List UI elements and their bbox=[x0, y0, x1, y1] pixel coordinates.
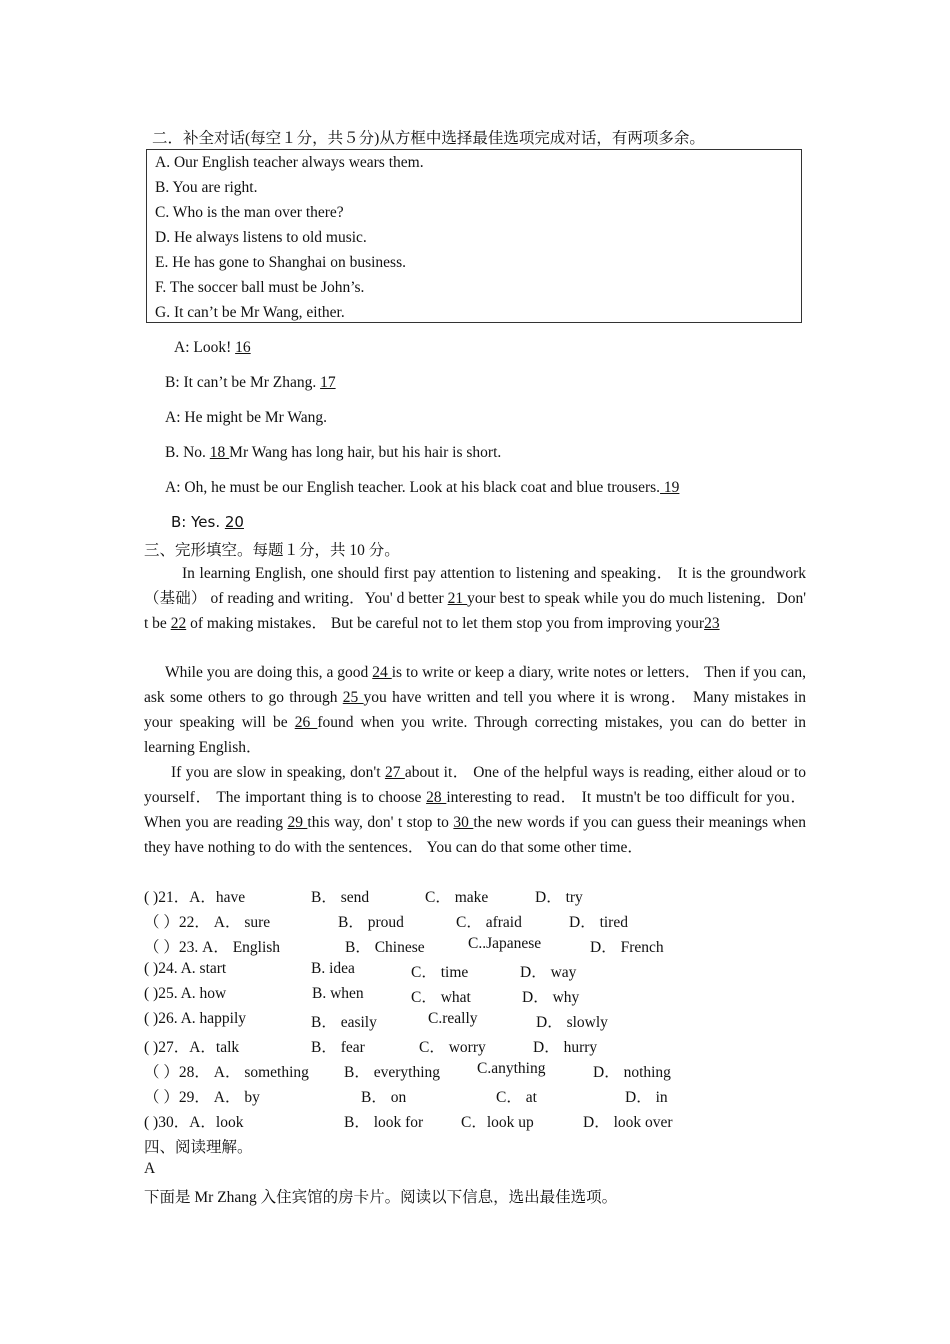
blank-30: 30 bbox=[453, 814, 474, 831]
para-text: your best to speak while you do much listening．Don' t be bbox=[144, 590, 807, 632]
blank-24: 24 bbox=[372, 664, 392, 681]
q25-option-b: B. when bbox=[312, 985, 364, 1002]
blank-19: 19 bbox=[660, 479, 680, 496]
blank-26: 26 bbox=[294, 714, 318, 731]
q23-option-d: D． French bbox=[590, 939, 664, 956]
q29-option-c: C． at bbox=[496, 1089, 537, 1106]
para-text: interesting to read． It mustn't be too difficult for you． When you are reading bbox=[144, 789, 806, 831]
option-a: A. Our English teacher always wears them. bbox=[155, 154, 424, 171]
option-c: C. Who is the man over there? bbox=[155, 204, 344, 221]
blank-25: 25 bbox=[342, 689, 364, 706]
q24-option-b: B. idea bbox=[311, 960, 355, 977]
q28-option-c: C.anything bbox=[477, 1060, 546, 1077]
option-e: E. He has gone to Shanghai on business. bbox=[155, 254, 406, 271]
para-text: you have written and tell you where it is wrong． Many mistakes in your speaking will be bbox=[144, 689, 806, 731]
option-d: D. He always listens to old music. bbox=[155, 229, 367, 246]
q29-option-b: B． on bbox=[361, 1089, 407, 1106]
q27-option-d: D． hurry bbox=[533, 1039, 598, 1056]
q25-option-d: D． why bbox=[522, 989, 580, 1006]
q25-option-c: C． what bbox=[411, 989, 471, 1006]
blank-16: 16 bbox=[235, 339, 251, 356]
option-f: F. The soccer ball must be John’s. bbox=[155, 279, 365, 296]
section4-heading: 四、阅读理解。 bbox=[144, 1139, 253, 1156]
blank-29: 29 bbox=[287, 814, 308, 831]
section3-heading: 三、完形填空。每题１分，共 10 分。 bbox=[144, 542, 400, 559]
para-text: about it． One of the helpful ways is reading, either aloud or to yourself． The important thing is to choose bbox=[144, 764, 807, 806]
dialogue-line-1 bbox=[174, 339, 251, 357]
para-text: this way, don' t stop to bbox=[307, 814, 454, 831]
question-27: ( )27．A．talk bbox=[144, 1039, 240, 1056]
option-g: G. It can’t be Mr Wang, either. bbox=[155, 304, 345, 321]
dialogue-line-3: A: He might be Mr Wang. bbox=[165, 409, 328, 426]
q30-option-b: B． look for bbox=[344, 1114, 424, 1131]
q29-option-d: D． in bbox=[625, 1089, 668, 1106]
question-23: （ ）23. A． English bbox=[144, 939, 281, 956]
blank-23: 23 bbox=[704, 615, 720, 632]
q21-option-d: D． try bbox=[535, 889, 583, 906]
blank-22: 22 bbox=[170, 615, 187, 632]
dialogue-text: B: It can’t be Mr Zhang. bbox=[165, 374, 321, 391]
section4-intro: 下面是 Mr Zhang 入住宾馆的房卡片。阅读以下信息，选出最佳选项。 bbox=[144, 1189, 618, 1206]
q28-option-d: D． nothing bbox=[593, 1064, 671, 1081]
q24-option-d: D． way bbox=[520, 964, 577, 981]
q22-option-c: C． afraid bbox=[456, 914, 522, 931]
blank-28: 28 bbox=[426, 789, 447, 806]
q30-option-c: C．look up bbox=[461, 1114, 534, 1131]
q22-option-d: D． tired bbox=[569, 914, 628, 931]
options-box bbox=[146, 149, 802, 323]
option-b: B. You are right. bbox=[155, 179, 258, 196]
para-text: In learning English, one should first pay attention to listening and speaking． It is the groundwork（基础） of reading and writing．You' d better bbox=[144, 565, 806, 607]
question-30: ( )30．A．look bbox=[144, 1114, 244, 1131]
section4-sub: A bbox=[144, 1160, 156, 1177]
dialogue-text: A: Oh, he must be our English teacher. Look at his black coat and blue trousers. bbox=[165, 479, 661, 496]
dialogue-line-6 bbox=[171, 513, 244, 531]
blank-20: 20 bbox=[224, 513, 244, 531]
cloze-paragraph-3 bbox=[144, 760, 806, 860]
q26-option-d: D． slowly bbox=[536, 1014, 608, 1031]
para-text: found when you write. Through correcting mistakes, you can do better in learning English． bbox=[144, 714, 806, 756]
question-22: （ ）22． A． sure bbox=[144, 914, 271, 931]
dialogue-line-4 bbox=[165, 444, 501, 462]
para-text: is to write or keep a diary, write notes or letters． Then if you can, ask some others to go through bbox=[144, 664, 807, 706]
blank-17: 17 bbox=[320, 374, 336, 391]
blank-21: 21 bbox=[447, 590, 468, 607]
para-text: While you are doing this, a good bbox=[165, 664, 373, 681]
dialogue-text: B: Yes. bbox=[171, 513, 225, 531]
question-21: ( )21．A．have bbox=[144, 889, 246, 906]
q24-option-c: C． time bbox=[411, 964, 469, 981]
q23-option-c: C..Japanese bbox=[468, 935, 542, 952]
question-28: （ ）28． A． something bbox=[144, 1064, 309, 1081]
para-text: If you are slow in speaking, don't bbox=[171, 764, 385, 781]
para-text: of making mistakes． But be careful not to let them stop you from improving your bbox=[186, 615, 705, 632]
q26-option-c: C.really bbox=[428, 1010, 478, 1027]
blank-18: 18 bbox=[209, 444, 230, 461]
dialogue-text: A: Look! bbox=[174, 339, 236, 356]
q22-option-b: B． proud bbox=[338, 914, 404, 931]
q27-option-c: C． worry bbox=[419, 1039, 486, 1056]
q23-option-b: B． Chinese bbox=[345, 939, 425, 956]
cloze-paragraph-1 bbox=[144, 561, 806, 636]
dialogue-text: B. No. bbox=[165, 444, 210, 461]
q21-option-c: C． make bbox=[425, 889, 489, 906]
blank-27: 27 bbox=[384, 764, 405, 781]
question-26: ( )26. A. happily bbox=[144, 1010, 247, 1027]
q30-option-d: D． look over bbox=[583, 1114, 673, 1131]
cloze-paragraph-2 bbox=[144, 660, 806, 760]
section2-heading: 二．补全对话(每空１分，共５分)从方框中选择最佳选项完成对话，有两项多余。 bbox=[152, 130, 705, 147]
q27-option-b: B． fear bbox=[311, 1039, 365, 1056]
dialogue-line-2 bbox=[165, 374, 336, 392]
dialogue-text: Mr Wang has long hair, but his hair is short. bbox=[229, 444, 502, 461]
question-29: （ ）29． A． by bbox=[144, 1089, 260, 1106]
question-25: ( )25. A. how bbox=[144, 985, 227, 1002]
para-text: the new words if you can guess their meanings when they have nothing to do with the sentences． You can do that some other time． bbox=[144, 814, 807, 856]
q26-option-b: B． easily bbox=[311, 1014, 377, 1031]
dialogue-line-5 bbox=[165, 479, 679, 497]
question-24: ( )24. A. start bbox=[144, 960, 227, 977]
q21-option-b: B． send bbox=[311, 889, 370, 906]
q28-option-b: B． everything bbox=[344, 1064, 440, 1081]
